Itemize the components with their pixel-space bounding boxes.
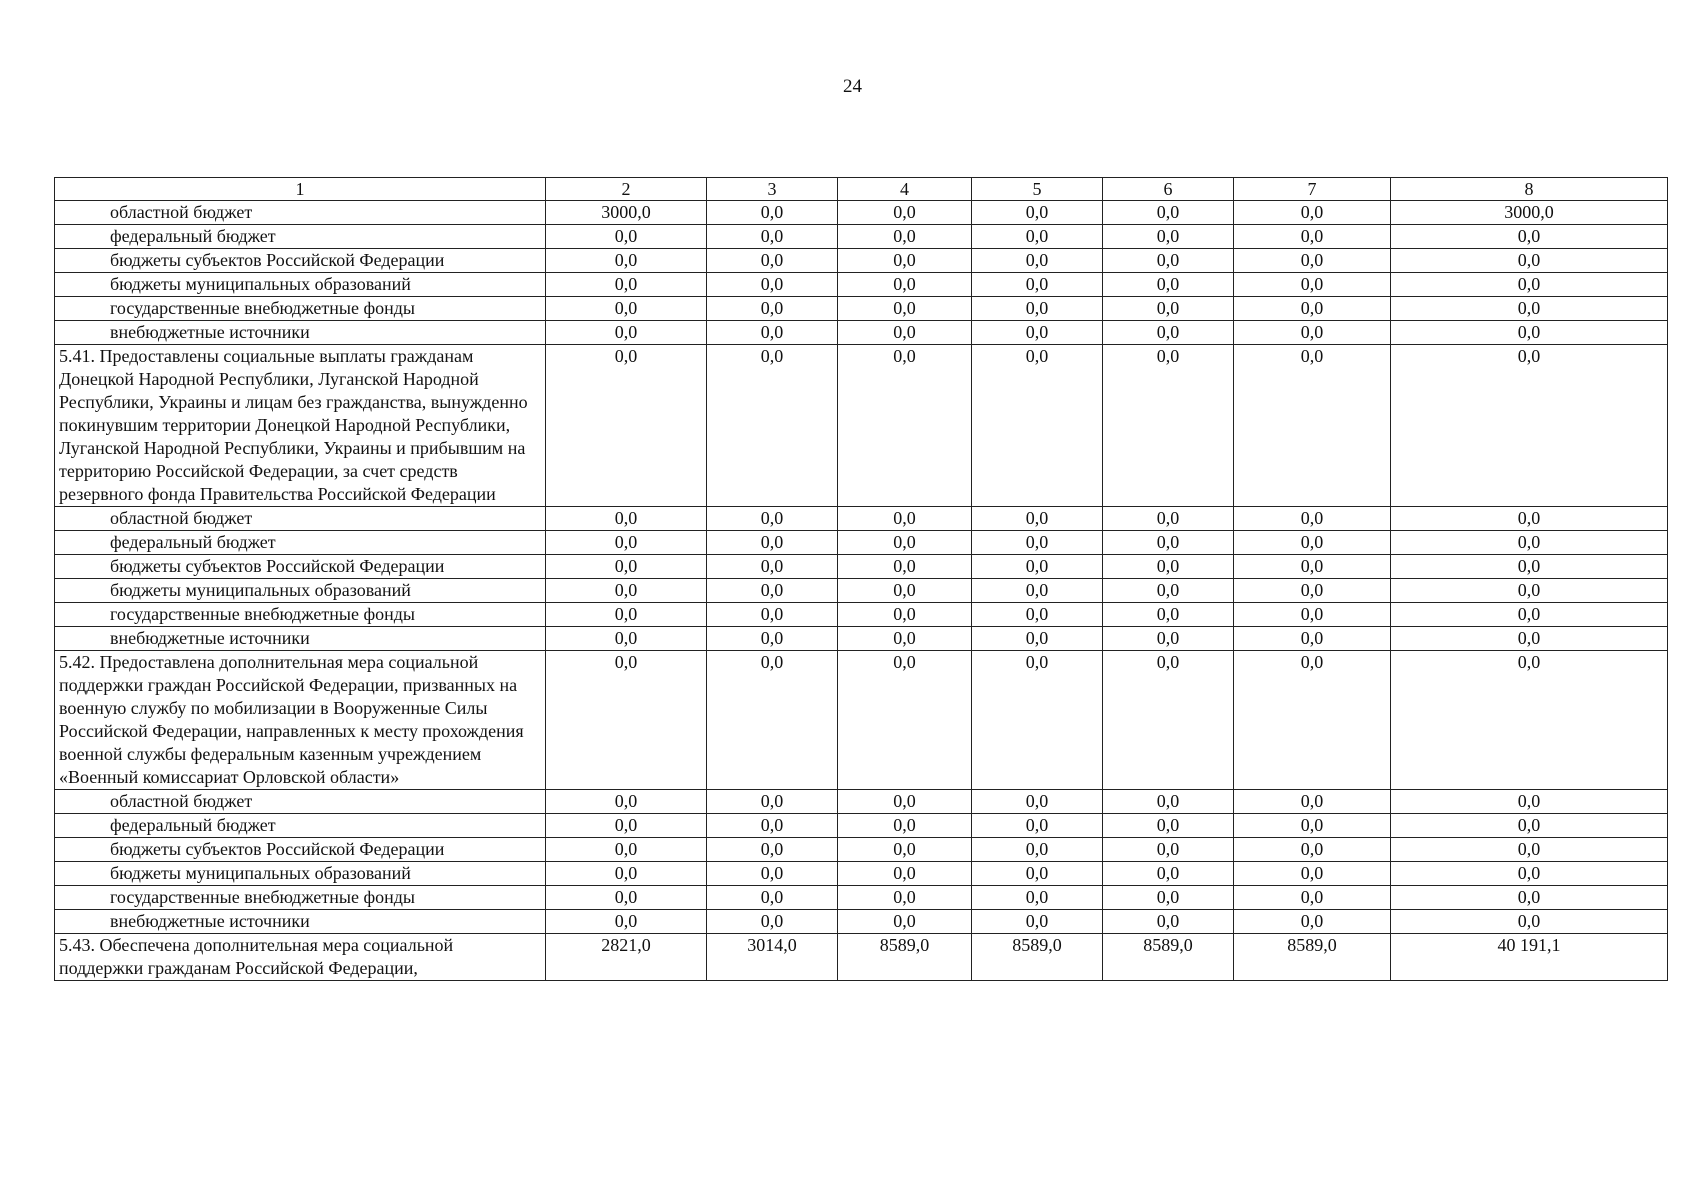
value-cell: 0,0	[838, 531, 972, 555]
funding-source-label: федеральный бюджет	[55, 225, 546, 249]
table-row-source	[55, 814, 1668, 838]
funding-source-label: бюджеты муниципальных образований	[55, 862, 546, 886]
value-cell: 0,0	[546, 862, 707, 886]
value-cell: 0,0	[1103, 249, 1234, 273]
value-cell: 0,0	[972, 273, 1103, 297]
table-row-source	[55, 790, 1668, 814]
value-cell: 0,0	[838, 297, 972, 321]
value-cell: 0,0	[1234, 651, 1391, 790]
value-cell: 0,0	[1103, 321, 1234, 345]
value-cell: 0,0	[1391, 838, 1668, 862]
value-cell: 0,0	[838, 321, 972, 345]
value-cell: 0,0	[546, 225, 707, 249]
value-cell: 0,0	[1234, 507, 1391, 531]
value-cell: 0,0	[546, 838, 707, 862]
column-header: 4	[838, 178, 972, 201]
table-row-source	[55, 225, 1668, 249]
funding-source-label: бюджеты субъектов Российской Федерации	[55, 555, 546, 579]
value-cell: 0,0	[707, 225, 838, 249]
table-row-source	[55, 579, 1668, 603]
value-cell: 0,0	[1234, 201, 1391, 225]
value-cell: 0,0	[1391, 531, 1668, 555]
value-cell: 0,0	[972, 555, 1103, 579]
value-cell: 0,0	[1234, 910, 1391, 934]
value-cell: 0,0	[838, 627, 972, 651]
value-cell: 0,0	[546, 555, 707, 579]
value-cell: 0,0	[838, 651, 972, 790]
column-header: 7	[1234, 178, 1391, 201]
value-cell: 0,0	[972, 627, 1103, 651]
table-row-source	[55, 862, 1668, 886]
value-cell: 0,0	[1103, 555, 1234, 579]
table-row-source	[55, 249, 1668, 273]
value-cell: 0,0	[972, 814, 1103, 838]
value-cell: 0,0	[838, 886, 972, 910]
value-cell: 0,0	[1234, 579, 1391, 603]
value-cell: 8589,0	[838, 934, 972, 981]
value-cell: 0,0	[838, 555, 972, 579]
value-cell: 0,0	[1103, 507, 1234, 531]
value-cell: 0,0	[1234, 531, 1391, 555]
funding-source-label: государственные внебюджетные фонды	[55, 886, 546, 910]
value-cell: 3014,0	[707, 934, 838, 981]
value-cell: 0,0	[1391, 555, 1668, 579]
value-cell: 0,0	[1103, 627, 1234, 651]
table-row-source	[55, 321, 1668, 345]
value-cell: 0,0	[707, 579, 838, 603]
value-cell: 0,0	[838, 249, 972, 273]
value-cell: 0,0	[546, 297, 707, 321]
value-cell: 0,0	[838, 790, 972, 814]
value-cell: 0,0	[838, 273, 972, 297]
page-number: 24	[843, 76, 862, 97]
value-cell: 0,0	[972, 651, 1103, 790]
item-description: 5.43. Обеспечена дополнительная мера социальной поддержки гражданам Российской Федерации,	[55, 934, 546, 981]
budget-table	[54, 177, 1668, 981]
table-row-source	[55, 603, 1668, 627]
value-cell: 0,0	[1103, 790, 1234, 814]
value-cell: 0,0	[1103, 838, 1234, 862]
table-row-item	[55, 345, 1668, 507]
value-cell: 0,0	[838, 225, 972, 249]
value-cell: 0,0	[1234, 273, 1391, 297]
value-cell: 0,0	[972, 838, 1103, 862]
value-cell: 0,0	[972, 910, 1103, 934]
value-cell: 0,0	[1234, 627, 1391, 651]
value-cell: 0,0	[1391, 507, 1668, 531]
value-cell: 0,0	[546, 886, 707, 910]
value-cell: 0,0	[1391, 249, 1668, 273]
value-cell: 8589,0	[1103, 934, 1234, 981]
value-cell: 0,0	[972, 603, 1103, 627]
value-cell: 0,0	[972, 507, 1103, 531]
column-header: 8	[1391, 178, 1668, 201]
value-cell: 0,0	[707, 627, 838, 651]
value-cell: 0,0	[1391, 790, 1668, 814]
value-cell: 0,0	[838, 579, 972, 603]
value-cell: 0,0	[1103, 862, 1234, 886]
value-cell: 0,0	[1391, 579, 1668, 603]
value-cell: 0,0	[546, 603, 707, 627]
value-cell: 0,0	[707, 886, 838, 910]
value-cell: 0,0	[1234, 345, 1391, 507]
table-row-source	[55, 555, 1668, 579]
value-cell: 0,0	[1391, 627, 1668, 651]
table-row-source	[55, 627, 1668, 651]
value-cell: 0,0	[707, 345, 838, 507]
value-cell: 0,0	[1103, 603, 1234, 627]
value-cell: 0,0	[1391, 297, 1668, 321]
value-cell: 0,0	[546, 627, 707, 651]
value-cell: 8589,0	[972, 934, 1103, 981]
value-cell: 0,0	[1103, 579, 1234, 603]
value-cell: 0,0	[546, 910, 707, 934]
value-cell: 0,0	[1391, 814, 1668, 838]
value-cell: 0,0	[1234, 838, 1391, 862]
value-cell: 0,0	[838, 862, 972, 886]
value-cell: 0,0	[546, 651, 707, 790]
value-cell: 0,0	[1103, 225, 1234, 249]
value-cell: 0,0	[1103, 814, 1234, 838]
value-cell: 0,0	[1391, 345, 1668, 507]
value-cell: 0,0	[707, 838, 838, 862]
table-row-source	[55, 273, 1668, 297]
value-cell: 0,0	[546, 249, 707, 273]
value-cell: 0,0	[707, 651, 838, 790]
value-cell: 0,0	[1103, 886, 1234, 910]
funding-source-label: федеральный бюджет	[55, 814, 546, 838]
value-cell: 0,0	[546, 790, 707, 814]
value-cell: 0,0	[546, 579, 707, 603]
value-cell: 0,0	[838, 345, 972, 507]
funding-source-label: внебюджетные источники	[55, 910, 546, 934]
value-cell: 0,0	[838, 814, 972, 838]
value-cell: 0,0	[707, 507, 838, 531]
value-cell: 0,0	[1103, 201, 1234, 225]
value-cell: 0,0	[707, 297, 838, 321]
value-cell: 0,0	[707, 249, 838, 273]
value-cell: 0,0	[546, 345, 707, 507]
value-cell: 0,0	[1391, 273, 1668, 297]
table-row-source	[55, 531, 1668, 555]
funding-source-label: областной бюджет	[55, 790, 546, 814]
table-row-source	[55, 297, 1668, 321]
value-cell: 0,0	[1391, 886, 1668, 910]
value-cell: 0,0	[707, 531, 838, 555]
value-cell: 8589,0	[1234, 934, 1391, 981]
funding-source-label: государственные внебюджетные фонды	[55, 603, 546, 627]
item-description: 5.42. Предоставлена дополнительная мера социальной поддержки граждан Российской Федерации, призванных на военную службу по мобилизации в Вооруженные Силы Российской Федерации, направленных к месту прохождения военной службы федеральным казенным учреждением «Военный комиссариат Орловской области»	[55, 651, 546, 790]
table-row-source	[55, 507, 1668, 531]
column-number-row	[55, 178, 1668, 201]
table-row-source	[55, 838, 1668, 862]
value-cell: 0,0	[838, 910, 972, 934]
value-cell: 0,0	[707, 814, 838, 838]
value-cell: 0,0	[1103, 651, 1234, 790]
value-cell: 0,0	[972, 249, 1103, 273]
value-cell: 0,0	[546, 531, 707, 555]
value-cell: 0,0	[838, 838, 972, 862]
value-cell: 0,0	[1391, 910, 1668, 934]
value-cell: 0,0	[707, 790, 838, 814]
table-body	[55, 201, 1668, 981]
value-cell: 0,0	[707, 862, 838, 886]
column-header: 1	[55, 178, 546, 201]
table-row-item	[55, 651, 1668, 790]
funding-source-label: государственные внебюджетные фонды	[55, 297, 546, 321]
table-row-source	[55, 910, 1668, 934]
value-cell: 2821,0	[546, 934, 707, 981]
value-cell: 0,0	[838, 201, 972, 225]
funding-source-label: внебюджетные источники	[55, 627, 546, 651]
value-cell: 0,0	[972, 886, 1103, 910]
value-cell: 0,0	[1391, 862, 1668, 886]
table-row-source	[55, 201, 1668, 225]
value-cell: 0,0	[1103, 273, 1234, 297]
value-cell: 0,0	[972, 297, 1103, 321]
value-cell: 0,0	[707, 603, 838, 627]
value-cell: 0,0	[972, 345, 1103, 507]
value-cell: 0,0	[972, 862, 1103, 886]
item-description: 5.41. Предоставлены социальные выплаты гражданам Донецкой Народной Республики, Луганской Народной Республики, Украины и лицам без гражданства, вынужденно покинувшим территории Донецкой Народной Республики, Луганской Народной Республики, Украины и прибывшим на территорию Российской Федерации, за счет средств резервного фонда Правительства Российской Федерации	[55, 345, 546, 507]
value-cell: 40 191,1	[1391, 934, 1668, 981]
value-cell: 0,0	[838, 507, 972, 531]
funding-source-label: областной бюджет	[55, 507, 546, 531]
value-cell: 0,0	[972, 790, 1103, 814]
value-cell: 0,0	[1234, 603, 1391, 627]
value-cell: 0,0	[1234, 555, 1391, 579]
funding-source-label: областной бюджет	[55, 201, 546, 225]
value-cell: 0,0	[1234, 814, 1391, 838]
value-cell: 0,0	[972, 531, 1103, 555]
column-header: 3	[707, 178, 838, 201]
funding-source-label: бюджеты муниципальных образований	[55, 579, 546, 603]
value-cell: 0,0	[546, 321, 707, 345]
value-cell: 0,0	[1103, 345, 1234, 507]
funding-source-label: федеральный бюджет	[55, 531, 546, 555]
funding-source-label: бюджеты субъектов Российской Федерации	[55, 249, 546, 273]
value-cell: 3000,0	[546, 201, 707, 225]
table-row-item	[55, 934, 1668, 981]
value-cell: 0,0	[1234, 249, 1391, 273]
value-cell: 0,0	[707, 910, 838, 934]
value-cell: 0,0	[707, 201, 838, 225]
value-cell: 0,0	[1234, 225, 1391, 249]
value-cell: 0,0	[1103, 297, 1234, 321]
value-cell: 0,0	[972, 579, 1103, 603]
funding-source-label: бюджеты субъектов Российской Федерации	[55, 838, 546, 862]
value-cell: 0,0	[1103, 531, 1234, 555]
value-cell: 0,0	[1234, 321, 1391, 345]
value-cell: 0,0	[546, 273, 707, 297]
value-cell: 0,0	[1234, 790, 1391, 814]
value-cell: 0,0	[972, 225, 1103, 249]
value-cell: 0,0	[1234, 297, 1391, 321]
value-cell: 0,0	[546, 507, 707, 531]
column-header: 5	[972, 178, 1103, 201]
value-cell: 0,0	[838, 603, 972, 627]
value-cell: 0,0	[1391, 225, 1668, 249]
column-header: 2	[546, 178, 707, 201]
value-cell: 0,0	[707, 555, 838, 579]
value-cell: 0,0	[546, 814, 707, 838]
value-cell: 3000,0	[1391, 201, 1668, 225]
column-header: 6	[1103, 178, 1234, 201]
value-cell: 0,0	[1391, 321, 1668, 345]
value-cell: 0,0	[1103, 910, 1234, 934]
value-cell: 0,0	[1234, 886, 1391, 910]
value-cell: 0,0	[972, 321, 1103, 345]
funding-source-label: внебюджетные источники	[55, 321, 546, 345]
value-cell: 0,0	[1234, 862, 1391, 886]
value-cell: 0,0	[707, 273, 838, 297]
value-cell: 0,0	[1391, 651, 1668, 790]
funding-source-label: бюджеты муниципальных образований	[55, 273, 546, 297]
value-cell: 0,0	[707, 321, 838, 345]
value-cell: 0,0	[972, 201, 1103, 225]
value-cell: 0,0	[1391, 603, 1668, 627]
table-row-source	[55, 886, 1668, 910]
